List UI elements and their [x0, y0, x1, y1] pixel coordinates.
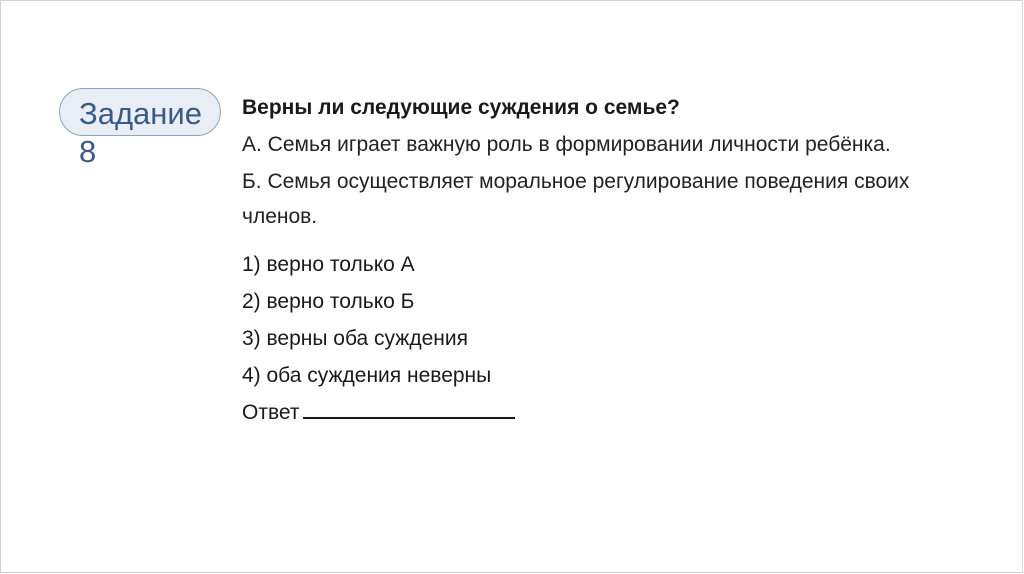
statement-a: А. Семья играет важную роль в формировании личности ребёнка.	[242, 133, 891, 156]
answer-options	[242, 246, 982, 431]
question-text: Верны ли следующие суждения о семье?	[242, 96, 680, 119]
task-content	[242, 90, 982, 431]
answer-blank[interactable]	[303, 399, 515, 419]
answer-label: Ответ	[242, 401, 300, 424]
statement-b: Б. Семья осуществляет моральное регулирование поведения своих членов.	[242, 170, 910, 228]
option-2: 2) верно только Б	[242, 290, 415, 313]
option-1: 1) верно только А	[242, 253, 415, 276]
option-3: 3) верны оба суждения	[242, 327, 468, 350]
answer-row	[242, 394, 982, 431]
option-4: 4) оба суждения неверны	[242, 364, 492, 387]
task-badge-label: Задание 8	[79, 96, 202, 169]
